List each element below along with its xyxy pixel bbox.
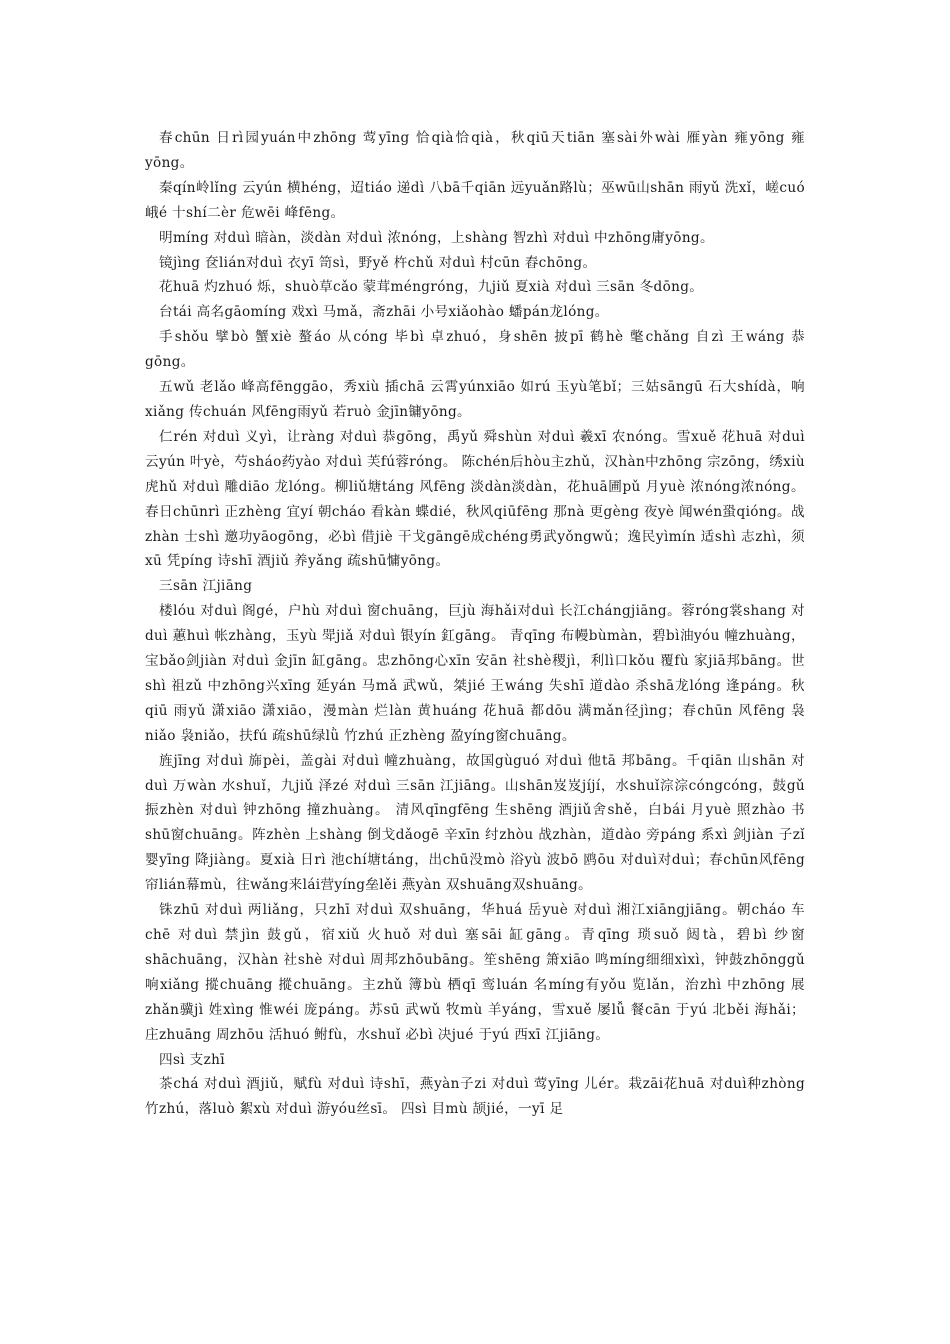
paragraph: 秦qín岭lǐng 云yún 横héng，迢tiáo 递dì 八bā千qiān 远yuǎn路lù；巫wū山shān 雨yǔ 洗xǐ，嵯cuó峨é 十shí二èr 危wēi 峰fēng。 [145,179,805,221]
section-heading: 四sì 支zhī [159,1051,225,1068]
paragraph: 春chūn 日rì园yuán中zhōng 莺yīng 恰qià恰qià，秋qiū天tiān 塞sài外wài 雁yàn 雍yōng 雍yōng。 [145,130,805,171]
section-heading: 三sān 江jiāng [159,578,253,595]
paragraph: 仁rén 对duì 义yì，让ràng 对duì 恭gōng，禹yǔ 舜shùn 对duì 羲xī 农nóng。雪xuě 花huā 对duì 云yún 叶yè，芍sháo药yào 对duì 芙fú蓉róng。 陈chén后hòu主zhǔ，汉hàn中zhōng 宗zōng，绣xiù 虎hǔ 对duì 雕diāo 龙lóng。柳liǔ塘táng 风fēng 淡dàn淡dàn，花huā圃pǔ 月yuè 浓nóng浓nóng。 春日chūnrì 正zhèng 宜yí 朝cháo 看kàn 蝶dié，秋风qiūfēng 那nà 更gèng 夜yè 闻wén蛩qióng。战zhàn 士shì 邀功yāogōng，必bì 借jiè 干戈gāngē成chéng勇武yǒngwǔ；逸民yìmín 适shì 志zhì，须xū 凭píng 诗shī 酒jiǔ 养yǎng 疏shū慵yōng。 [145,428,805,570]
paragraph: 铢zhū 对duì 两liǎng，只zhī 对duì 双shuāng，华huá 岳yuè 对duì 湘江xiāngjiāng。朝cháo 车chē 对duì 禁jìn 鼓gǔ，宿xiǔ 火huǒ 对duì 塞sāi 缸gāng。青qīng 琐suǒ 闼tà，碧bì 纱窗shāchuāng，汉hàn 社shè 对duì 周邦zhōubāng。笙shēng 箫xiāo 鸣míng细细xìxì，钟鼓zhōnggǔ 响xiǎng 摐chuāng 摐chuāng。主zhǔ 簿bù 栖qī 鸾luán 名míng有yǒu 览lǎn，治zhì 中zhōng 展zhǎn骥jì 姓xìng 惟wéi 庞páng。苏sū 武wǔ 牧mù 羊yáng，雪xuě 屡lǚ 餐cān 于yú 北běi 海hǎi； 庄zhuāng 周zhōu 活huó 鲋fù，水shuǐ 必bì 决jué 于yú 西xī 江jiāng。 [145,902,805,1043]
paragraph: 镜jìng 奁lián对duì 衣yī 笥sì，野yě 杵chǔ 对duì 村cūn 舂chōng。 [159,254,597,271]
document-body [145,126,805,1122]
paragraph: 茶chá 对duì 酒jiǔ，赋fù 对duì 诗shī，燕yàn子zi 对duì 莺yīng 儿ér。栽zāi花huā 对duì种zhòng 竹zhú，落luò 絮xù 对duì 游yóu丝sī。 四sì 目mù 颉jié，一yī 足 [145,1076,805,1118]
paragraph: 五wǔ 老lǎo 峰高fēnggāo，秀xiù 插chā 云霄yúnxiāo 如rú 玉yù笔bǐ；三姑sāngū 石大shídà，响xiǎng 传chuán 风fēng雨yǔ 若ruò 金jīn镛yōng。 [145,379,805,420]
paragraph: 楼lóu 对duì 阁gé，户hù 对duì 窗chuāng，巨jù 海hǎi对duì 长江chángjiāng。蓉róng裳shang 对duì 蕙huì 帐zhàng，玉yù 斝jiǎ 对duì 银yín 釭gāng。 青qīng 布幔bùmàn，碧bì油yóu 幢zhuàng，宝bǎo剑jiàn 对duì 金jīn 缸gāng。忠zhōng心xīn 安ān 社shè稷jì，利lì口kǒu 覆fù 家jiā邦bāng。世shì 祖zǔ 中zhōng兴xīng 延yán 马mǎ 武wǔ，桀jié 王wáng 失shī 道dào 杀shā龙lóng 逢páng。秋qiū 雨yǔ 潇xiāo 潇xiāo，漫màn 烂làn 黄huáng 花huā 都dōu 满mǎn径jìng；春chūn 风fēng 袅niǎo 袅niǎo，扶fú 疏shū绿lǜ 竹zhú 正zhèng 盈yíng窗chuāng。 [145,603,805,744]
paragraph: 旌jīng 对duì 旆pèi，盖gài 对duì 幢zhuàng，故国gùguó 对duì 他tā 邦bāng。千qiān 山shān 对duì 万wàn 水shuǐ，九jiǔ 泽zé 对duì 三sān 江jiāng。山shān岌岌jíjí，水shuǐ淙淙cóngcóng，鼓gǔ 振zhèn 对duì 钟zhōng 撞zhuàng。 清风qīngfēng 生shēng 酒jiǔ舍shě，白bái 月yuè 照zhào 书shū窗chuāng。阵zhèn 上shàng 倒戈dǎogē 辛xīn 纣zhòu 战zhàn，道dào 旁páng 系xì 剑jiàn 子zǐ 婴yīng 降jiàng。夏xià 日rì 池chí塘táng，出chū没mò 浴yù 波bō 鸥ōu 对duì对duì；春chūn风fēng 帘lián幕mù，往wǎng来lái营yíng垒lěi 燕yàn 双shuāng双shuāng。 [145,752,805,894]
paragraph: 台tái 高名gāomíng 戏xì 马mǎ，斋zhāi 小号xiǎohào 蟠pán龙lóng。 [159,304,609,321]
paragraph: 花huā 灼zhuó 烁，shuò草cǎo 蒙茸méngróng，九jiǔ 夏xià 对duì 三sān 冬dōng。 [159,279,704,296]
paragraph: 明míng 对duì 暗àn，淡dàn 对duì 浓nóng，上shàng 智zhì 对duì 中zhōng庸yōng。 [159,229,714,246]
paragraph: 手shǒu 擘bò 蟹xiè 螯áo 从cóng 毕bì 卓zhuó，身shēn 披pī 鹤hè 氅chǎng 自zì 王wáng 恭gōng。 [145,329,805,371]
